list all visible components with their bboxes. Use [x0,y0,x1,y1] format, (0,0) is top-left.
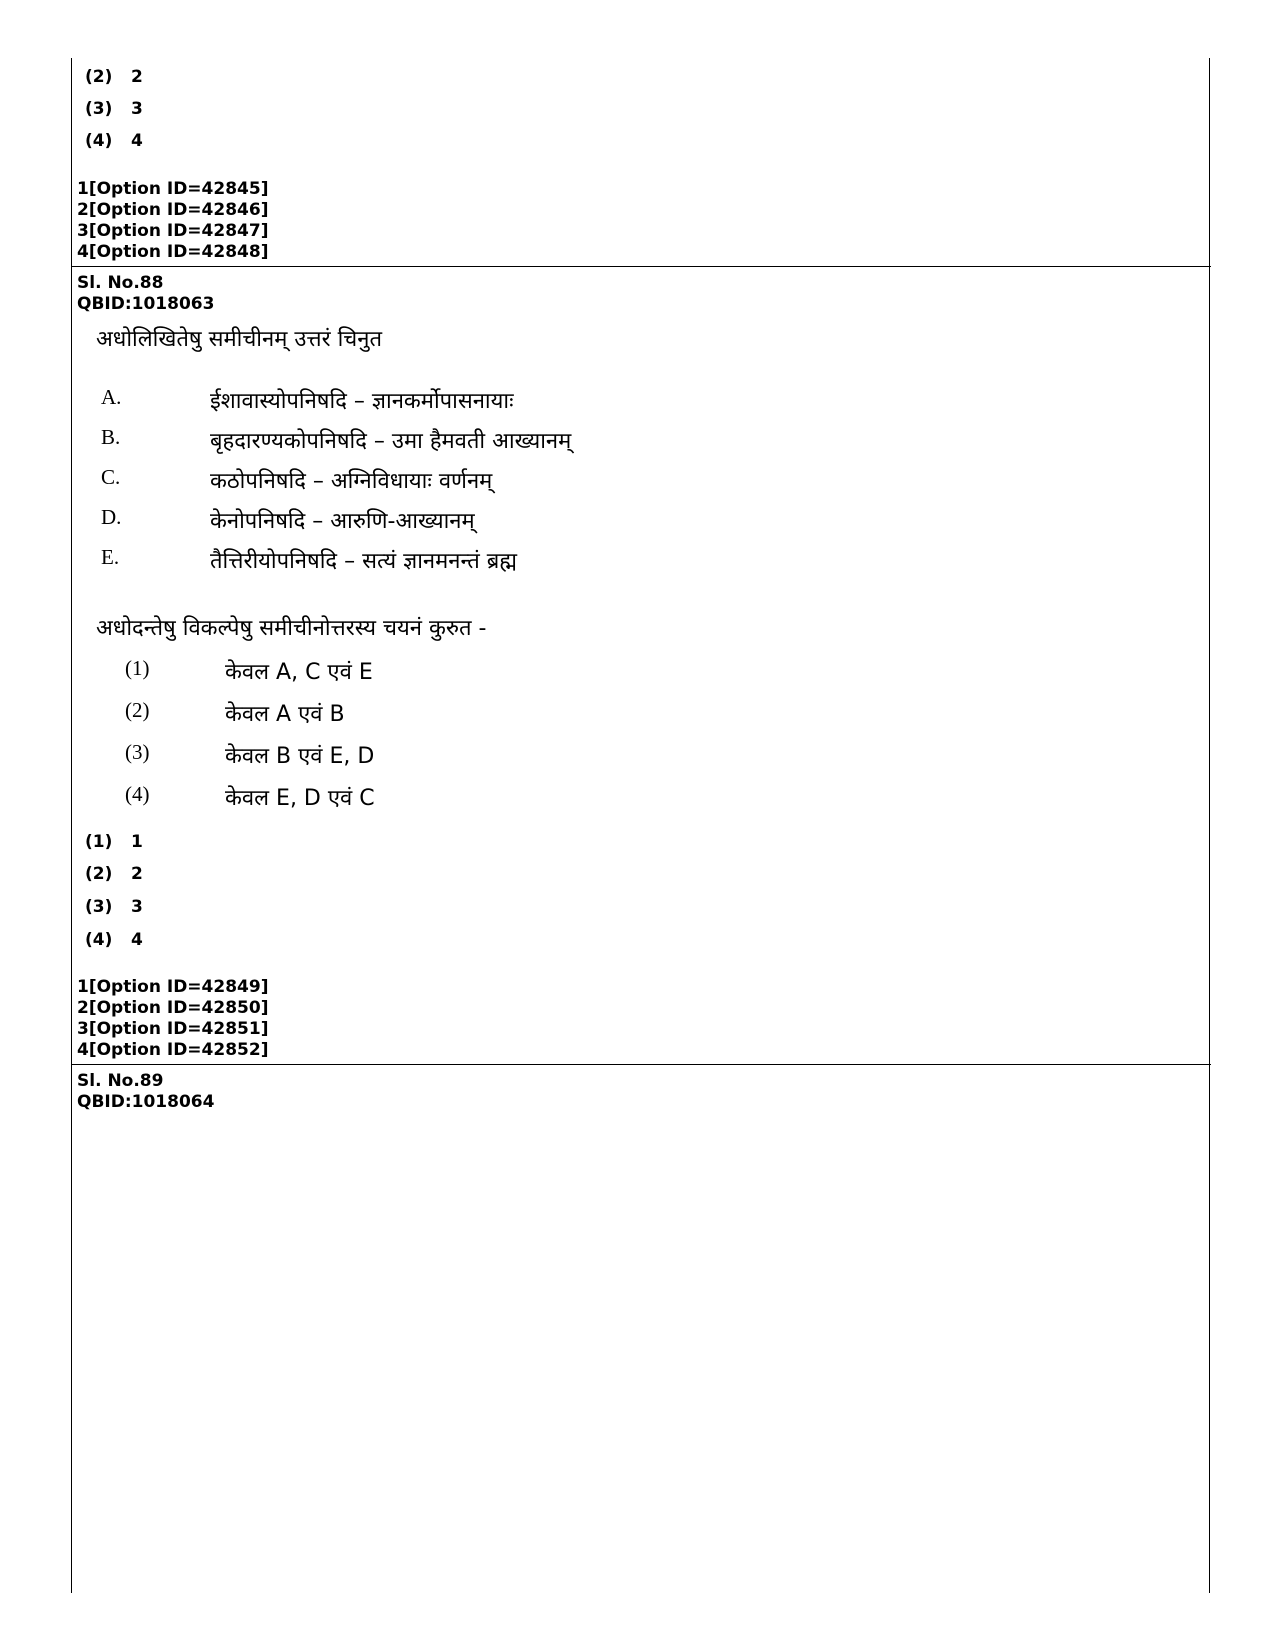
section-divider [71,266,1211,267]
serial-number: Sl. No.89 [77,1071,164,1091]
choice-text: केवल A, C एवं E [225,660,373,685]
choice-number: (1) [125,656,150,680]
option-id-list [77,179,268,263]
choice-text: केवल A एवं B [225,702,345,727]
option-id: 4[Option ID=42848] [77,242,269,262]
statement-letter: D. [101,505,122,529]
statement-letter: B. [101,425,121,449]
option-id: 2[Option ID=42850] [77,998,269,1018]
question-prompt: अधोलिखितेषु समीचीनम् उत्तरं चिनुत [96,327,383,352]
option-id-list [77,977,268,1061]
option-id: 2[Option ID=42846] [77,200,269,220]
qbid: QBID:1018063 [77,294,215,314]
option-id: 3[Option ID=42851] [77,1019,269,1039]
answer-option[interactable]: (1) 1 [85,832,143,852]
choice-text: केवल B एवं E, D [225,744,375,769]
qbid: QBID:1018064 [77,1092,215,1112]
statement-text: बृहदारण्यकोपनिषदि – उमा हैमवती आख्यानम् [210,429,572,454]
question-header [77,273,214,315]
answer-option[interactable]: (4) 4 [85,930,143,950]
statement-text: तैत्तिरीयोपनिषदि – सत्यं ज्ञानमनन्तं ब्रह्म [210,549,517,574]
choice-number: (3) [125,740,150,764]
answer-option[interactable]: (3) 3 [85,897,143,917]
answer-option[interactable]: (2) 2 [85,67,143,87]
statement-letter: A. [101,385,122,409]
option-id: 4[Option ID=42852] [77,1040,269,1060]
option-id: 3[Option ID=42847] [77,221,269,241]
question-header [77,1071,214,1113]
statement-letter: C. [101,465,121,489]
serial-number: Sl. No.88 [77,273,164,293]
answer-option[interactable]: (3) 3 [85,99,143,119]
choice-text: केवल E, D एवं C [225,786,375,811]
choice-number: (2) [125,698,150,722]
statement-letter: E. [101,545,120,569]
statement-text: कठोपनिषदि – अग्निविधायाः वर्णनम् [210,469,493,494]
answer-option[interactable]: (4) 4 [85,131,143,151]
option-id: 1[Option ID=42849] [77,977,269,997]
answer-option[interactable]: (2) 2 [85,864,143,884]
option-id: 1[Option ID=42845] [77,179,269,199]
section-divider [71,1064,1211,1065]
question-instruction: अधोदन्तेषु विकल्पेषु समीचीनोत्तरस्य चयनं कुरुत - [96,616,487,641]
page-frame [71,58,1210,1593]
choice-number: (4) [125,782,150,806]
statement-text: केनोपनिषदि – आरुणि-आख्यानम् [210,509,475,534]
statement-text: ईशावास्योपनिषदि – ज्ञानकर्मोपासनायाः [210,389,514,414]
